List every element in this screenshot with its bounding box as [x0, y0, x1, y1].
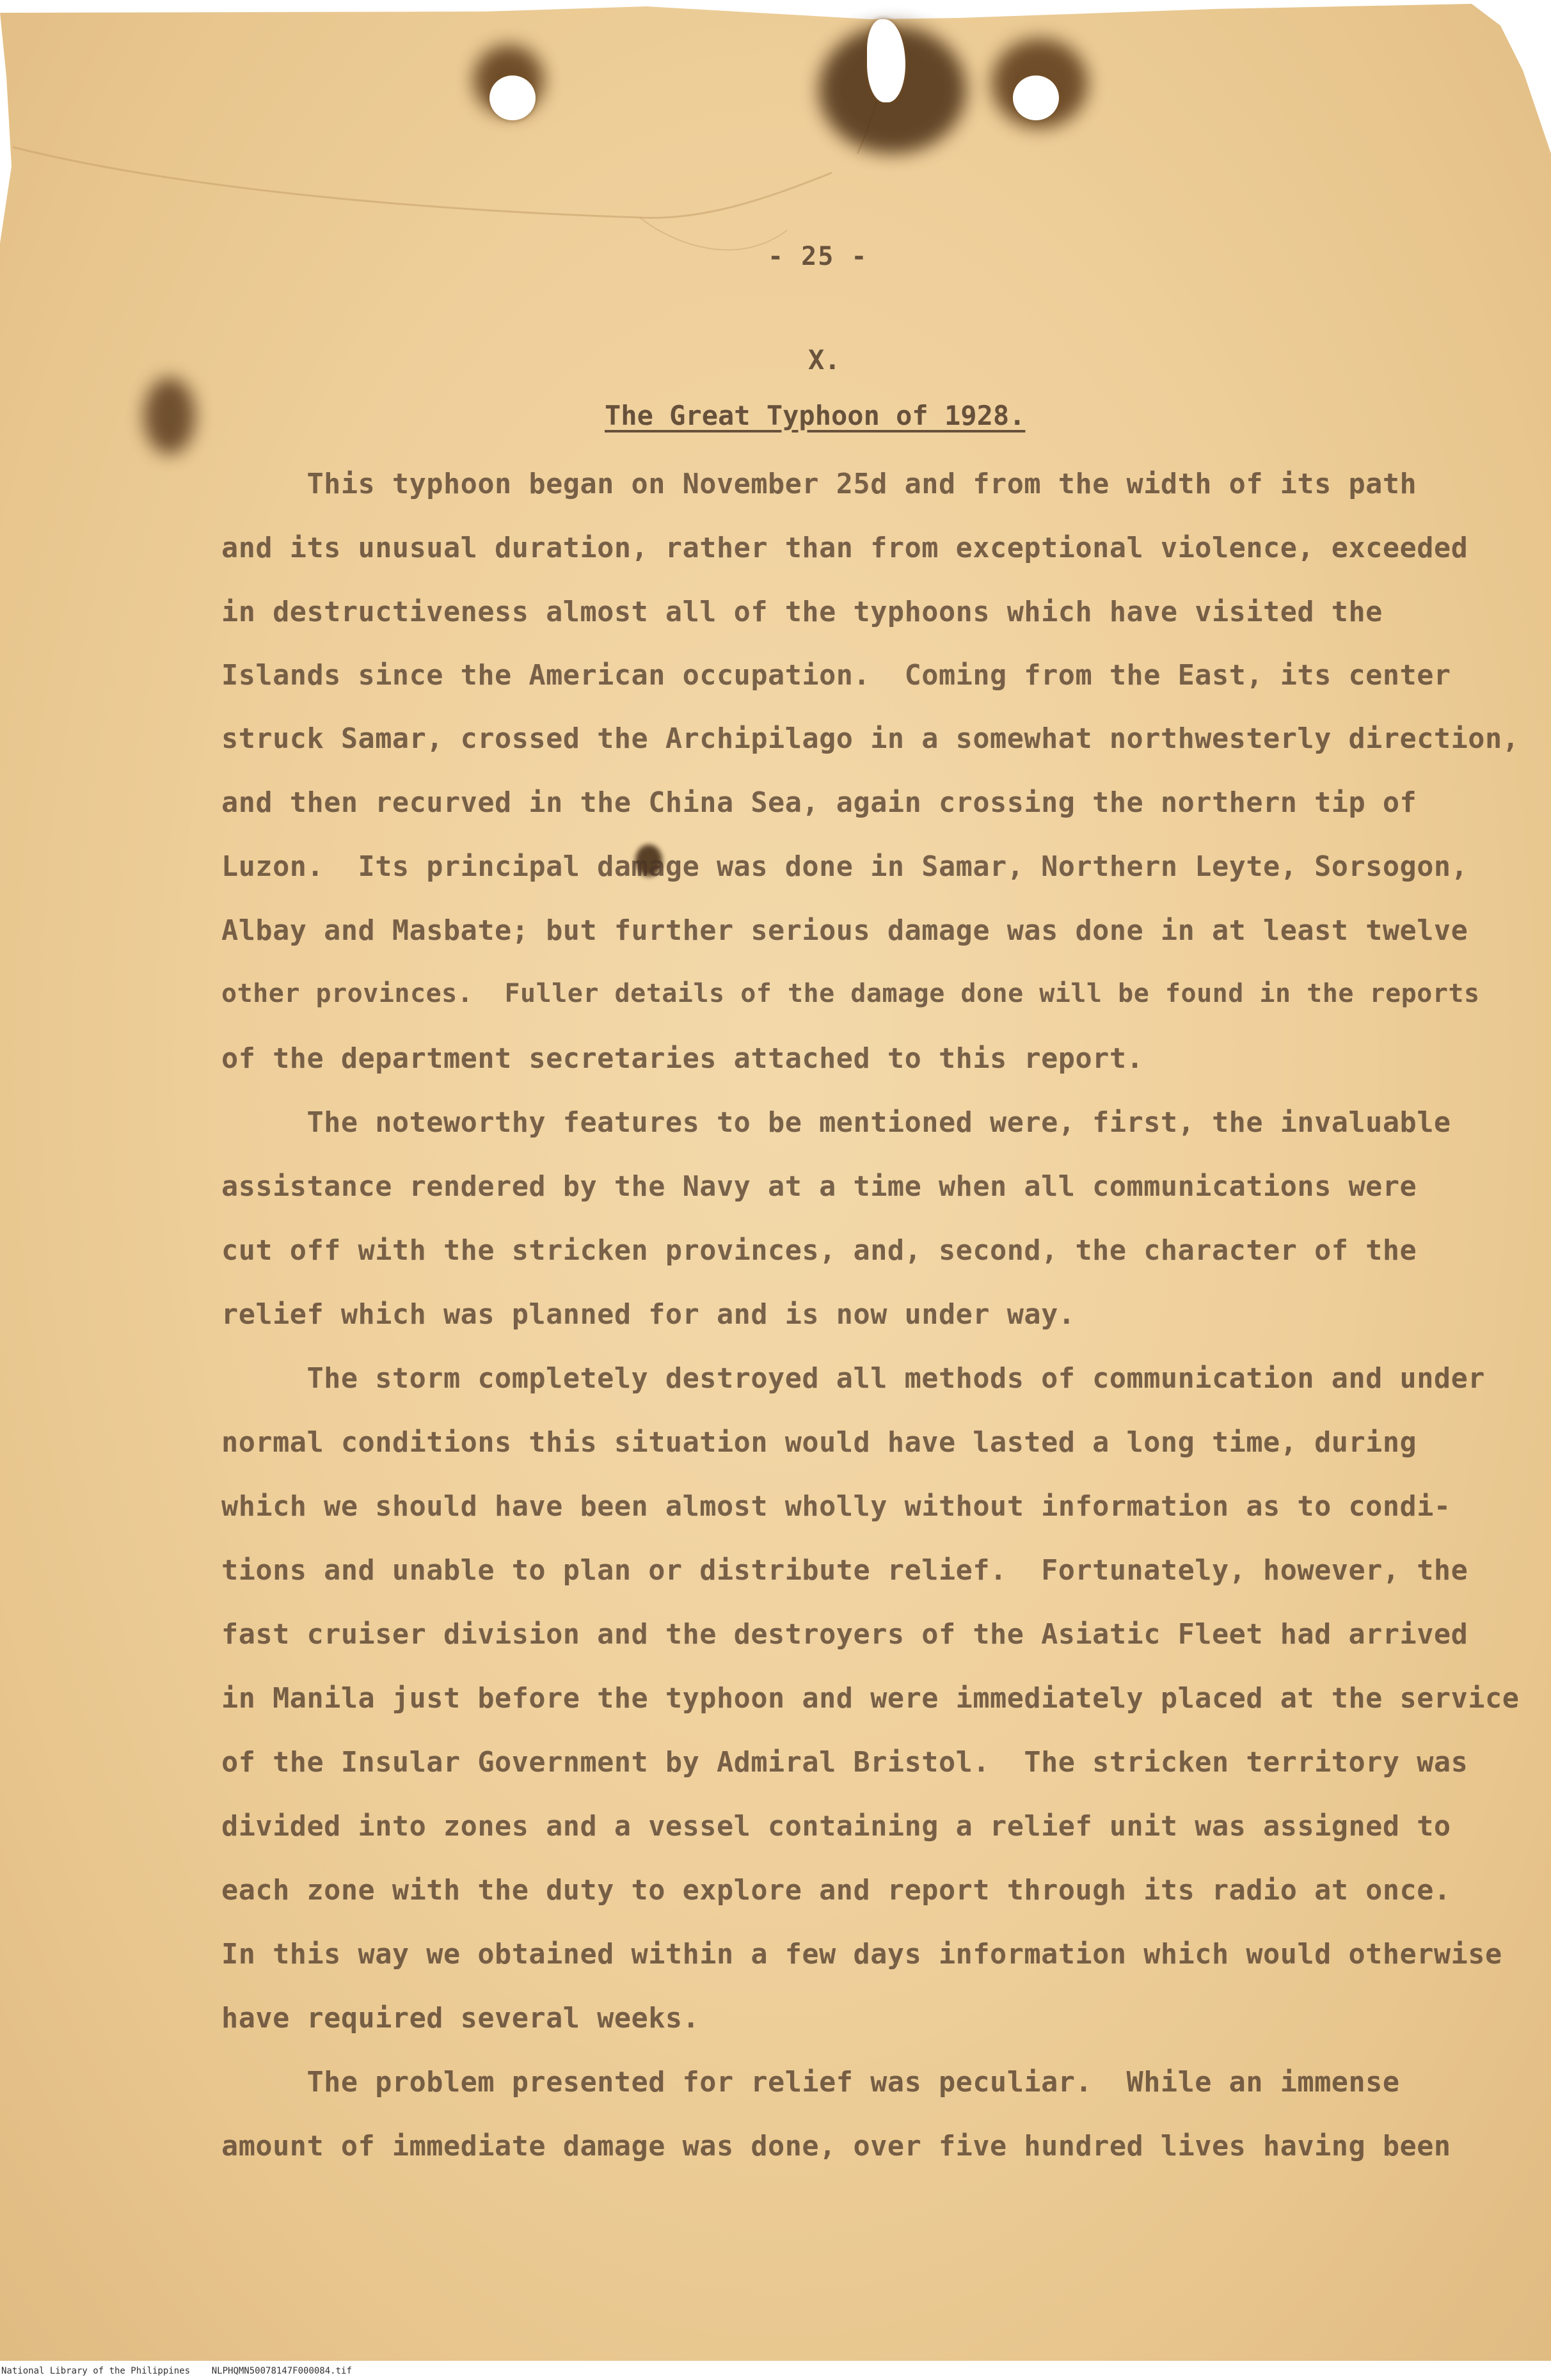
punch-hole-right: [1013, 75, 1059, 120]
text-line: which we should have been almost wholly without information as to condi-: [221, 1491, 1451, 1523]
footer-file-id: NLPHQMN50078147F000084.tif: [211, 2366, 352, 2376]
text-line: cut off with the stricken provinces, and, second, the character of the: [221, 1235, 1417, 1267]
text-line: tions and unable to plan or distribute relief. Fortunately, however, the: [221, 1555, 1468, 1587]
text-line: amount of immediate damage was done, over five hundred lives having been: [221, 2130, 1451, 2162]
footer-source: National Library of the Philippines: [1, 2366, 191, 2376]
text-line: other provinces. Fuller details of the damage done will be found in the reports: [221, 979, 1480, 1008]
text-line: assistance rendered by the Navy at a time when all communications were: [221, 1171, 1417, 1203]
text-line: This typhoon began on November 25d and from the width of its path: [221, 468, 1417, 500]
text-line: and then recurved in the China Sea, again crossing the northern tip of: [221, 787, 1417, 819]
text-line: In this way we obtained within a few days information which would otherwise: [221, 1939, 1502, 1971]
section-number: X.: [808, 344, 841, 376]
text-line: each zone with the duty to explore and report through its radio at once.: [221, 1875, 1451, 1907]
text-line: The noteworthy features to be mentioned were, first, the invaluable: [221, 1107, 1451, 1139]
text-line: The problem presented for relief was peculiar. While an immense: [221, 2067, 1400, 2098]
text-line: have required several weeks.: [221, 2003, 700, 2035]
text-line: divided into zones and a vessel containing a relief unit was assigned to: [221, 1811, 1451, 1843]
text-line: fast cruiser division and the destroyers of the Asiatic Fleet had arrived: [221, 1619, 1468, 1651]
text-line: Albay and Masbate; but further serious damage was done in at least twelve: [221, 915, 1468, 947]
text-line: of the department secretaries attached to this report.: [221, 1043, 1144, 1075]
punch-hole-left: [489, 75, 536, 120]
text-line: struck Samar, crossed the Archipilago in a somewhat northwesterly direction,: [221, 723, 1520, 755]
page-number: - 25 -: [768, 242, 868, 271]
text-line: normal conditions this situation would have lasted a long time, during: [221, 1427, 1417, 1459]
section-title: The Great Typhoon of 1928.: [605, 400, 1026, 431]
ink-stain-left-margin: [144, 377, 195, 454]
text-line: and its unusual duration, rather than from exceptional violence, exceeded: [221, 532, 1468, 564]
text-line: Luzon. Its principal damage was done in Samar, Northern Leyte, Sorsogon,: [221, 851, 1468, 883]
text-line: in destructiveness almost all of the typhoons which have visited the: [221, 596, 1383, 628]
text-line: The storm completely destroyed all methods of communication and under: [221, 1363, 1486, 1395]
text-line: relief which was planned for and is now under way.: [221, 1299, 1076, 1331]
text-line: Islands since the American occupation. Coming from the East, its center: [221, 660, 1451, 692]
scan-footer: [1, 2366, 352, 2376]
text-line: in Manila just before the typhoon and were immediately placed at the service: [221, 1683, 1520, 1715]
text-line: of the Insular Government by Admiral Bristol. The stricken territory was: [221, 1747, 1468, 1779]
